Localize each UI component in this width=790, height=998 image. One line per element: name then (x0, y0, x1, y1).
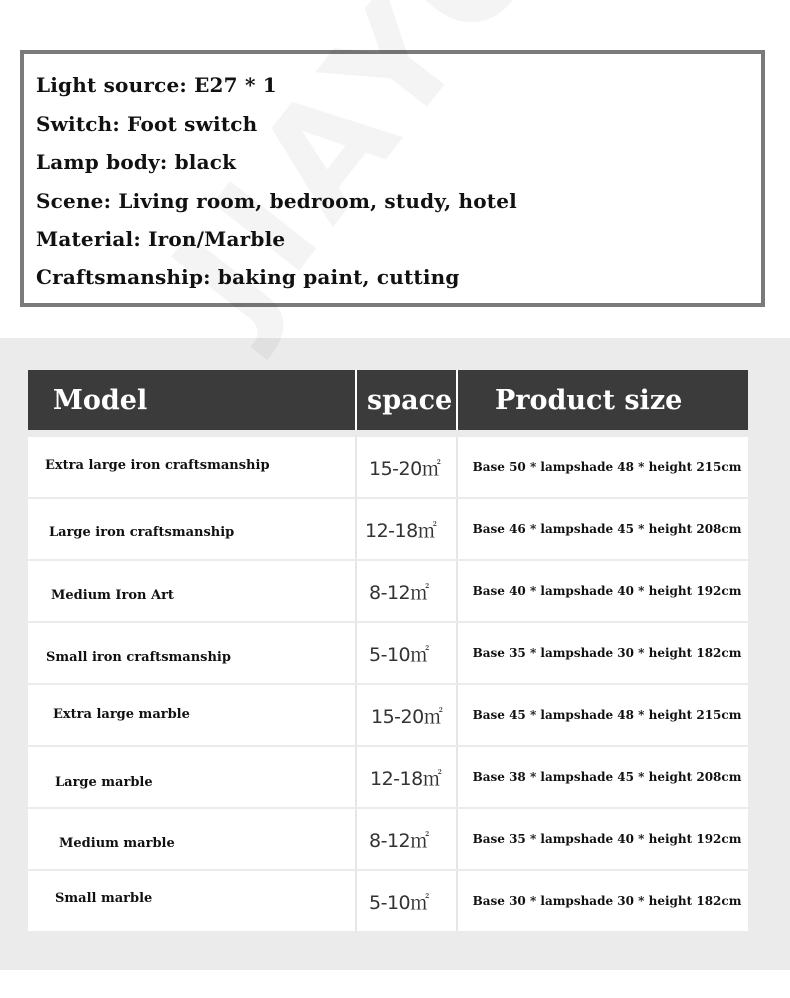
column-divider (355, 499, 357, 559)
spec-craftsmanship: Craftsmanship: baking paint, cutting (36, 265, 460, 289)
table-row (28, 685, 748, 745)
cell-space: 5-10㎡ (369, 643, 429, 666)
cell-model: Large iron craftsmanship (49, 524, 235, 540)
table-header (28, 370, 748, 430)
table-row (28, 809, 748, 869)
column-divider (355, 561, 357, 621)
column-divider (355, 871, 357, 931)
column-divider (456, 685, 458, 745)
table-row (28, 561, 748, 621)
cell-product-size: Base 35 * lampshade 30 * height 182cm (472, 646, 742, 660)
cell-product-size: Base 46 * lampshade 45 * height 208cm (472, 522, 742, 536)
header-model: Model (53, 384, 148, 416)
cell-model: Medium marble (59, 835, 175, 851)
column-divider (355, 623, 357, 683)
table-row (28, 499, 748, 559)
cell-space: 8-12㎡ (369, 581, 429, 604)
cell-model: Small iron craftsmanship (46, 649, 231, 665)
cell-space: 15-20㎡ (371, 705, 443, 728)
table-row (28, 871, 748, 931)
column-divider (456, 747, 458, 807)
cell-product-size: Base 50 * lampshade 48 * height 215cm (472, 460, 742, 474)
header-divider (456, 370, 458, 430)
spec-switch: Switch: Foot switch (36, 112, 258, 136)
column-divider (456, 437, 458, 497)
cell-model: Medium Iron Art (51, 587, 174, 603)
column-divider (355, 685, 357, 745)
header-product-size: Product size (495, 384, 683, 416)
column-divider (355, 809, 357, 869)
cell-product-size: Base 40 * lampshade 40 * height 192cm (472, 584, 742, 598)
table-row (28, 437, 748, 497)
cell-product-size: Base 45 * lampshade 48 * height 215cm (472, 708, 742, 722)
cell-space: 12-18㎡ (370, 767, 442, 790)
header-space: space (367, 384, 453, 416)
column-divider (456, 809, 458, 869)
spec-material: Material: Iron/Marble (36, 227, 286, 251)
cell-model: Extra large iron craftsmanship (45, 457, 270, 473)
column-divider (456, 623, 458, 683)
spec-lamp-body: Lamp body: black (36, 150, 237, 174)
cell-model: Small marble (55, 890, 153, 906)
column-divider (355, 747, 357, 807)
table-row (28, 623, 748, 683)
cell-product-size: Base 38 * lampshade 45 * height 208cm (472, 770, 742, 784)
cell-space: 5-10㎡ (369, 891, 429, 914)
spec-light-source: Light source: E27 * 1 (36, 73, 277, 97)
column-divider (456, 871, 458, 931)
cell-model: Large marble (55, 774, 153, 790)
spec-box (20, 50, 765, 307)
cell-product-size: Base 30 * lampshade 30 * height 182cm (472, 894, 742, 908)
column-divider (456, 561, 458, 621)
cell-model: Extra large marble (53, 706, 190, 722)
cell-space: 8-12㎡ (369, 829, 429, 852)
column-divider (456, 499, 458, 559)
header-divider (355, 370, 357, 430)
spec-scene: Scene: Living room, bedroom, study, hotel (36, 189, 517, 213)
cell-space: 15-20㎡ (369, 457, 441, 480)
table-row (28, 747, 748, 807)
column-divider (355, 437, 357, 497)
cell-product-size: Base 35 * lampshade 40 * height 192cm (472, 832, 742, 846)
cell-space: 12-18㎡ (365, 519, 437, 542)
